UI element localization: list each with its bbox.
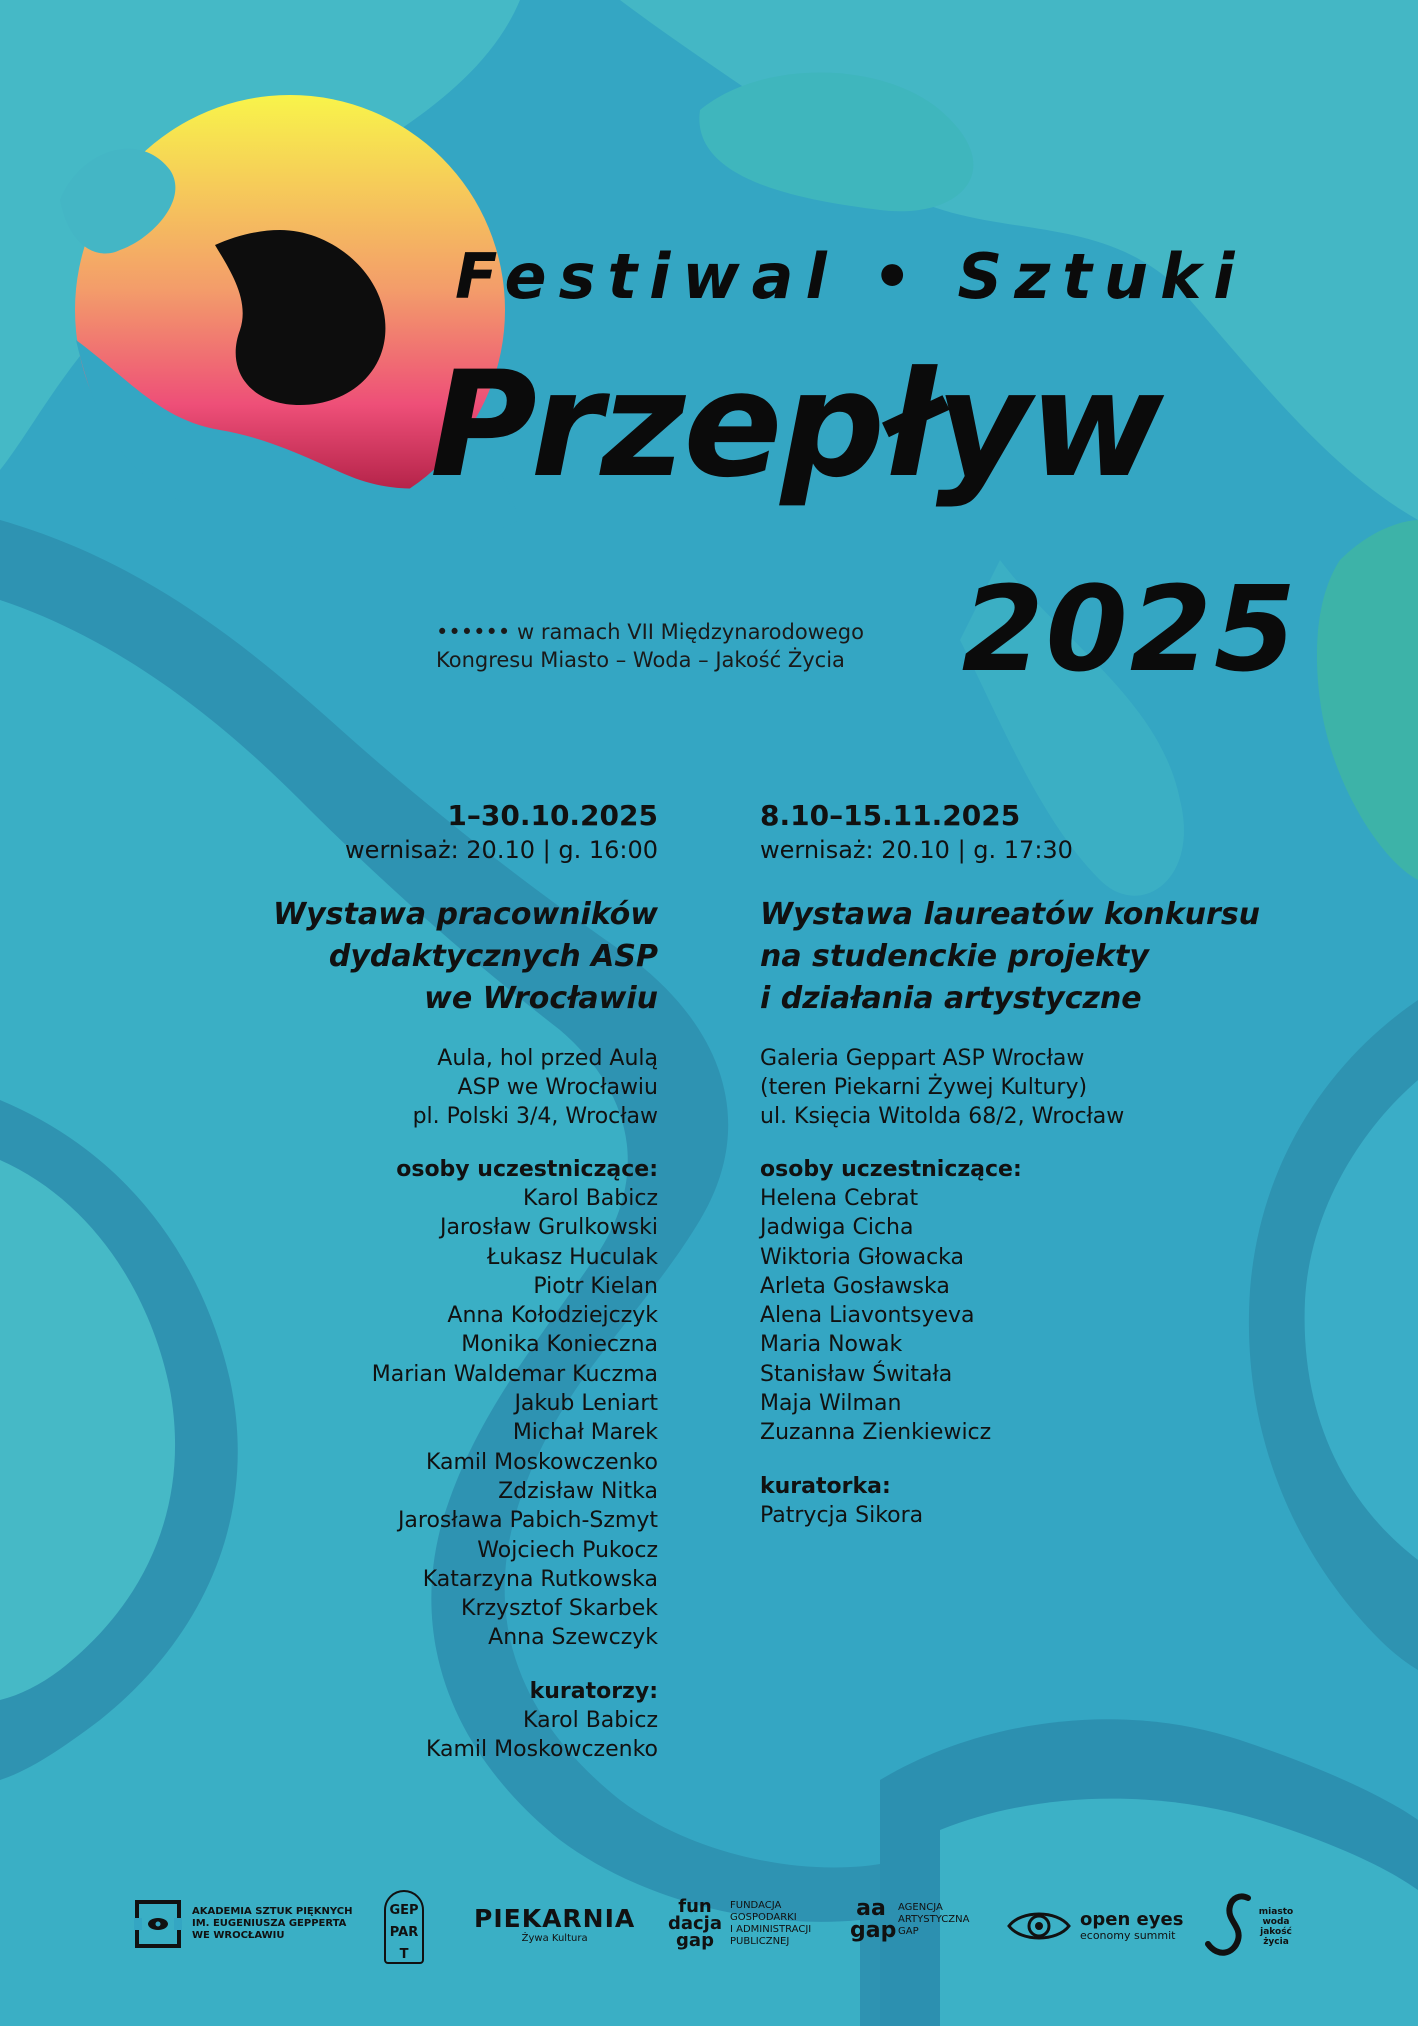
participant: Alena Liavontsyeva — [760, 1303, 975, 1329]
participant: Wojciech Pukocz — [477, 1537, 658, 1563]
left-event — [258, 798, 658, 1764]
agencja-gap-logo — [850, 1898, 969, 1942]
fundacja-line: FUNDACJA — [730, 1899, 782, 1911]
place-line: Aula, hol przed Aulą — [437, 1046, 658, 1071]
participants-label: osoby uczestniczące: — [760, 1157, 1022, 1182]
piekarnia-name: PIEKARNIA — [474, 1904, 636, 1933]
fundacja-line: PUBLICZNEJ — [730, 1935, 790, 1947]
miasto-woda-logo — [1204, 1890, 1294, 1964]
event-title — [258, 894, 658, 1020]
title-line: dydaktycznych ASP — [328, 939, 658, 974]
asp-emblem-icon — [134, 1898, 182, 1950]
curators-label: kuratorka: — [760, 1473, 891, 1499]
place-line: pl. Polski 3/4, Wrocław — [412, 1104, 658, 1129]
participant: Piotr Kielan — [533, 1273, 658, 1299]
subtitle-line: •••••• w ramach VII Międzynarodowego — [436, 620, 864, 644]
participant: Wiktoria Głowacka — [760, 1244, 965, 1270]
curators-list — [760, 1501, 1320, 1530]
curators-list — [258, 1706, 658, 1765]
curator: Karol Babicz — [523, 1707, 658, 1733]
fundacja-gap-logo — [666, 1898, 811, 1949]
curator: Patrycja Sikora — [760, 1502, 924, 1528]
participant: Maja Wilman — [760, 1391, 902, 1417]
participant: Zdzisław Nitka — [498, 1478, 658, 1504]
event-opening: wernisaż: 20.10 | g. 16:00 — [345, 836, 658, 864]
participant: Jarosława Pabich-Szmyt — [397, 1508, 658, 1534]
header-subtitle — [436, 618, 864, 674]
asp-name-line: AKADEMIA SZTUK PIĘKNYCH — [192, 1906, 353, 1917]
eye-icon — [1006, 1906, 1072, 1946]
agencja-line: GAP — [898, 1926, 919, 1937]
geppart-mark: GEP PART — [384, 1890, 424, 1964]
asp-name-line: IM. EUGENIUSZA GEPPERTA — [192, 1918, 347, 1929]
header-line1: Festiwal • Sztuki — [455, 240, 1247, 313]
agencja-mark: aa gap — [850, 1896, 897, 1943]
participant: Jarosław Grulkowski — [439, 1215, 658, 1241]
event-title — [760, 894, 1320, 1020]
sponsor-logos — [130, 1890, 1300, 1970]
participant: Zuzanna Zienkiewicz — [760, 1420, 992, 1446]
participant: Marian Waldemar Kuczma — [371, 1361, 658, 1387]
piekarnia-logo — [474, 1904, 635, 1944]
participant: Helena Cebrat — [760, 1186, 919, 1211]
fundacja-line: I ADMINISTRACJI — [730, 1923, 812, 1935]
participant: Jadwiga Cicha — [760, 1215, 914, 1241]
participant: Michał Marek — [512, 1420, 658, 1446]
festival-year: 2025 — [961, 560, 1298, 698]
place-line: (teren Piekarni Żywej Kultury) — [760, 1075, 1088, 1100]
asp-name-line: WE WROCŁAWIU — [192, 1930, 285, 1941]
title-line: we Wrocławiu — [424, 981, 658, 1016]
participant: Anna Kołodziejczyk — [447, 1303, 658, 1329]
agencja-line: AGENCJA — [898, 1902, 943, 1913]
participant: Kamil Moskowczenko — [425, 1449, 658, 1475]
agencja-line: ARTYSTYCZNA — [898, 1914, 970, 1925]
participant: Katarzyna Rutkowska — [422, 1566, 658, 1592]
participants-label: osoby uczestniczące: — [396, 1157, 658, 1182]
event-date: 8.10–15.11.2025 — [760, 799, 1021, 832]
asp-logo — [134, 1898, 352, 1950]
participant: Jakub Leniart — [514, 1391, 658, 1417]
participant: Karol Babicz — [523, 1186, 658, 1211]
event-place — [760, 1044, 1320, 1131]
fundacja-line: GOSPODARKI — [730, 1911, 797, 1923]
title-line: i działania artystyczne — [760, 981, 1142, 1016]
place-line: Galeria Geppart ASP Wrocław — [760, 1046, 1085, 1071]
participants-list — [760, 1184, 1320, 1448]
title-line: Wystawa pracowników — [273, 897, 658, 932]
participant: Anna Szewczyk — [488, 1625, 658, 1651]
piekarnia-subtitle: Żywa Kultura — [521, 1933, 588, 1944]
event-place — [258, 1044, 658, 1131]
fundacja-mark: fun dacja gap — [667, 1896, 723, 1951]
miasto-woda-text: miasto woda jakość życia — [1258, 1907, 1294, 1947]
event-date: 1–30.10.2025 — [447, 799, 658, 832]
event-opening: wernisaż: 20.10 | g. 17:30 — [760, 836, 1073, 864]
participants-list — [258, 1184, 658, 1653]
right-event — [760, 798, 1320, 1530]
title-line: na studenckie projekty — [760, 939, 1149, 974]
subtitle-line: Kongresu Miasto – Woda – Jakość Życia — [436, 648, 845, 672]
open-eyes-subtitle: economy summit — [1080, 1928, 1176, 1942]
participant: Maria Nowak — [760, 1332, 903, 1358]
open-eyes-logo — [1006, 1906, 1183, 1946]
title-line: Wystawa laureatów konkursu — [760, 897, 1261, 932]
festival-title: Przepływ — [430, 340, 1162, 510]
curators-label: kuratorzy: — [529, 1678, 658, 1704]
geppart-logo — [384, 1890, 424, 1964]
participant: Krzysztof Skarbek — [461, 1596, 658, 1622]
participant: Arleta Gosławska — [760, 1273, 950, 1299]
participant: Łukasz Huculak — [486, 1244, 658, 1270]
participant: Stanisław Świtała — [760, 1361, 953, 1387]
open-eyes-name: open eyes — [1080, 1908, 1184, 1930]
curator: Kamil Moskowczenko — [425, 1737, 658, 1763]
place-line: ul. Księcia Witolda 68/2, Wrocław — [760, 1104, 1125, 1129]
wave-mark-icon — [1204, 1890, 1258, 1964]
place-line: ASP we Wrocławiu — [457, 1075, 658, 1100]
participant: Monika Konieczna — [461, 1332, 658, 1358]
